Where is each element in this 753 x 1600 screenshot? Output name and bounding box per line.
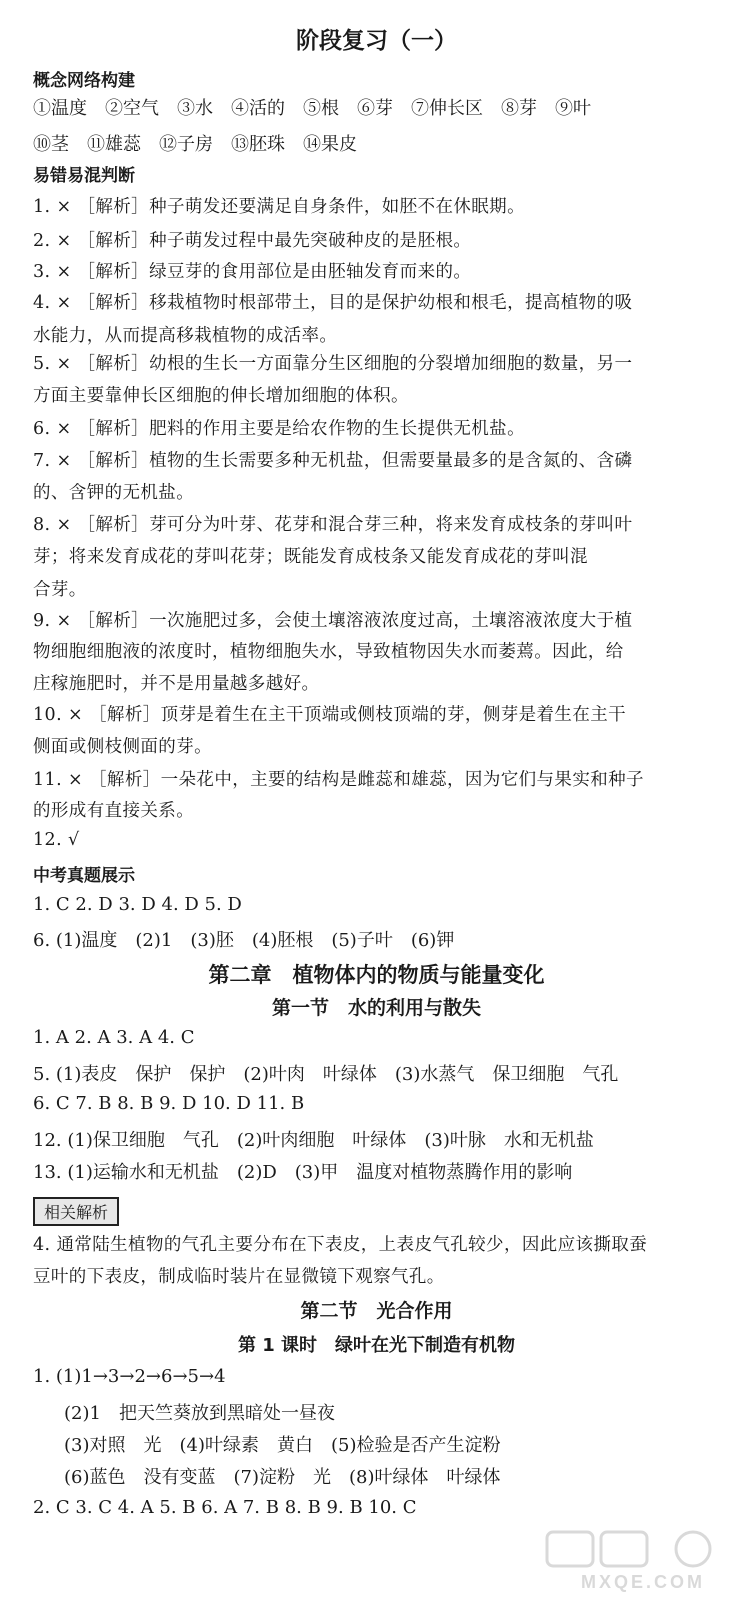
answer-stamp-logo bbox=[547, 1532, 710, 1566]
section2-answer-line: 1. (1)1→3→2→6→5→4 bbox=[33, 1366, 226, 1387]
section2-answer-line: 2. C 3. C 4. A 5. B 6. A 7. B 8. B 9. B 10. C bbox=[33, 1497, 417, 1518]
section2-answer-line: (2)1 把天竺葵放到黑暗处一昼夜 bbox=[64, 1403, 335, 1424]
watermark-logo bbox=[543, 1530, 743, 1592]
section1-answer-line: 12. (1)保卫细胞 气孔 (2)叶肉细胞 叶绿体 (3)叶脉 水和无机盐 bbox=[33, 1130, 594, 1151]
judge-line: 庄稼施肥时，并不是用量越多越好。 bbox=[33, 674, 320, 694]
section1-answer-line: 13. (1)运输水和无机盐 (2)D (3)甲 温度对植物蒸腾作用的影响 bbox=[33, 1162, 573, 1183]
section1-answer-line: 6. C 7. B 8. B 9. D 10. D 11. B bbox=[33, 1093, 305, 1114]
judge-line: 6. × ［解析］肥料的作用主要是给农作物的生长提供无机盐。 bbox=[33, 419, 525, 439]
chapter-title: 第二章 植物体内的物质与能量变化 bbox=[208, 963, 545, 987]
judge-line: 合芽。 bbox=[33, 580, 87, 600]
exam-answers-row-2: 6. (1)温度 (2)1 (3)胚 (4)胚根 (5)子叶 (6)钾 bbox=[33, 930, 455, 951]
judge-line: 2. × ［解析］种子萌发过程中最先突破种皮的是胚根。 bbox=[33, 231, 472, 251]
section1-answer-line: 5. (1)表皮 保护 保护 (2)叶肉 叶绿体 (3)水蒸气 保卫细胞 气孔 bbox=[33, 1064, 619, 1085]
judge-line: 12. √ bbox=[33, 830, 80, 850]
lesson-title: 第 1 课时 绿叶在光下制造有机物 bbox=[237, 1335, 516, 1356]
analysis-line: 4. 通常陆生植物的气孔主要分布在下表皮，上表皮气孔较少，因此应该撕取蚕 bbox=[33, 1235, 648, 1255]
watermark-text: MXQE.COM bbox=[580, 1572, 706, 1592]
page-title: 阶段复习（一） bbox=[296, 28, 457, 54]
judge-line: 9. × ［解析］一次施肥过多，会使土壤溶液浓度过高，土壤溶液浓度大于植 bbox=[33, 611, 633, 631]
judge-heading: 易错易混判断 bbox=[33, 166, 135, 186]
judge-line: 物细胞细胞液的浓度时，植物细胞失水，导致植物因失水而萎蔫。因此，给 bbox=[33, 642, 624, 662]
exam-heading: 中考真题展示 bbox=[33, 866, 135, 886]
judge-line: 10. × ［解析］顶芽是着生在主干顶端或侧枝顶端的芽，侧芽是着生在主干 bbox=[33, 705, 627, 725]
judge-line: 芽；将来发育成花的芽叫花芽；既能发育成枝条又能发育成花的芽叫混 bbox=[33, 547, 588, 567]
analysis-line: 豆叶的下表皮，制成临时装片在显微镜下观察气孔。 bbox=[33, 1267, 445, 1287]
concept-map-row-1: ①温度 ②空气 ③水 ④活的 ⑤根 ⑥芽 ⑦伸长区 ⑧芽 ⑨叶 bbox=[33, 98, 591, 119]
section1-answer-line: 1. A 2. A 3. A 4. C bbox=[33, 1027, 195, 1048]
concept-map-heading: 概念网络构建 bbox=[33, 71, 135, 91]
judge-line: 5. × ［解析］幼根的生长一方面靠分生区细胞的分裂增加细胞的数量，另一 bbox=[33, 354, 633, 374]
judge-line: 的形成有直接关系。 bbox=[33, 801, 195, 821]
section2-answer-line: (3)对照 光 (4)叶绿素 黄白 (5)检验是否产生淀粉 bbox=[64, 1435, 501, 1456]
judge-line: 的、含钾的无机盐。 bbox=[33, 483, 195, 503]
exam-answers-row-1: 1. C 2. D 3. D 4. D 5. D bbox=[33, 894, 242, 915]
judge-line: 8. × ［解析］芽可分为叶芽、花芽和混合芽三种，将来发育成枝条的芽叫叶 bbox=[33, 515, 633, 535]
judge-line: 11. × ［解析］一朵花中，主要的结构是雌蕊和雄蕊，因为它们与果实和种子 bbox=[33, 770, 644, 790]
concept-map-row-2: ⑩茎 ⑪雄蕊 ⑫子房 ⑬胚珠 ⑭果皮 bbox=[33, 134, 357, 155]
judge-line: 侧面或侧枝侧面的芽。 bbox=[33, 737, 212, 757]
judge-line: 水能力，从而提高移栽植物的成活率。 bbox=[33, 326, 338, 346]
judge-line: 1. × ［解析］种子萌发还要满足自身条件，如胚不在休眠期。 bbox=[33, 197, 525, 217]
analysis-label-box: 相关解析 bbox=[33, 1197, 119, 1226]
judge-line: 3. × ［解析］绿豆芽的食用部位是由胚轴发育而来的。 bbox=[33, 262, 472, 282]
section2-answer-line: (6)蓝色 没有变蓝 (7)淀粉 光 (8)叶绿体 叶绿体 bbox=[64, 1467, 501, 1488]
section-title: 第二节 光合作用 bbox=[300, 1300, 453, 1322]
judge-line: 方面主要靠伸长区细胞的伸长增加细胞的体积。 bbox=[33, 386, 409, 406]
judge-line: 4. × ［解析］移栽植物时根部带土，目的是保护幼根和根毛，提高植物的吸 bbox=[33, 293, 633, 313]
section-title: 第一节 水的利用与散失 bbox=[271, 997, 481, 1019]
judge-line: 7. × ［解析］植物的生长需要多种无机盐，但需要量最多的是含氮的、含磷 bbox=[33, 451, 633, 471]
